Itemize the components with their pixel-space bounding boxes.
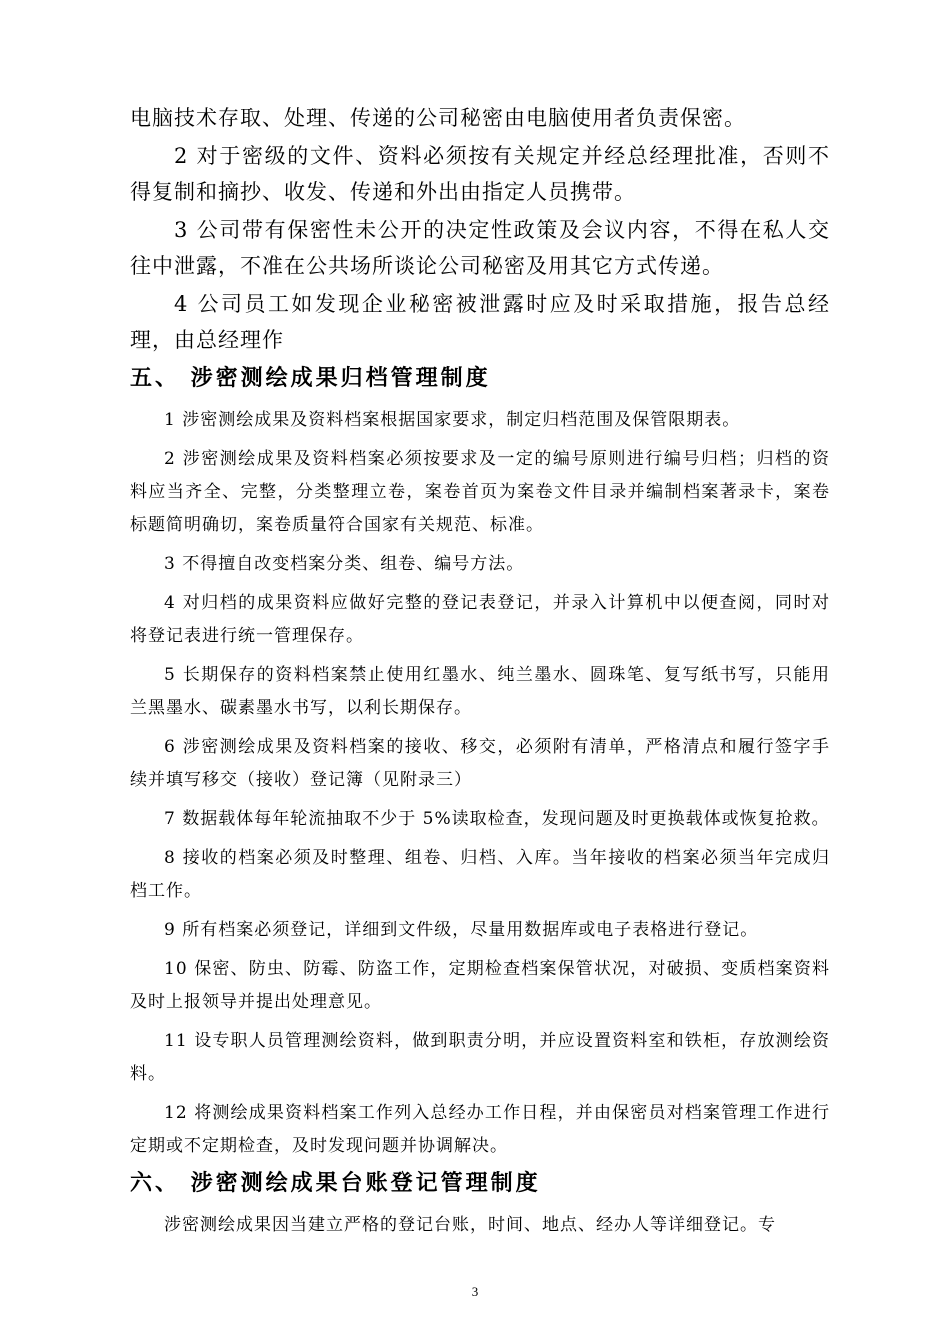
section-five-item-11: 11 设专职人员管理测绘资料，做到职责分明，并应设置资料室和铁柜，存放测绘资料。 (130, 1031, 830, 1084)
section-five-item-7: 7 数据载体每年轮流抽取不少于 5%读取检查，发现问题及时更换载体或恢复抢救。 (164, 809, 830, 829)
section-five-item-2: 2 涉密测绘成果及资料档案必须按要求及一定的编号原则进行编号归档；归档的资料应当齐全、完整，分类整理立卷，案卷首页为案卷文件目录并编制档案著录卡，案卷标题简明确切，案卷质量符合国家有关规范、标准。 (130, 449, 830, 535)
section-five-item-1: 1 涉密测绘成果及资料档案根据国家要求，制定归档范围及保管限期表。 (164, 410, 741, 430)
section-four-item-2: 2 对于密级的文件、资料必须按有关规定并经总经理批准，否则不得复制和摘抄、收发、传递和外出由指定人员携带。 (130, 144, 830, 204)
section-five-item-6: 6 涉密测绘成果及资料档案的接收、移交，必须附有清单，严格清点和履行签字手续并填写移交（接收）登记簿（见附录三） (130, 737, 830, 790)
section-five-heading: 五、 涉密测绘成果归档管理制度 (130, 365, 491, 391)
page-number: 3 (471, 1284, 479, 1299)
section-six-heading: 六、 涉密测绘成果台账登记管理制度 (130, 1170, 541, 1196)
section-five-item-9: 9 所有档案必须登记，详细到文件级，尽量用数据库或电子表格进行登记。 (164, 920, 759, 940)
section-five-item-3: 3 不得擅自改变档案分类、组卷、编号方法。 (164, 554, 525, 574)
continuation-paragraph: 电脑技术存取、处理、传递的公司秘密由电脑使用者负责保密。 (130, 106, 746, 130)
section-five-item-4: 4 对归档的成果资料应做好完整的登记表登记，并录入计算机中以便查阅，同时对将登记表进行统一管理保存。 (130, 593, 830, 646)
section-four-item-4: 4 公司员工如发现企业秘密被泄露时应及时采取措施，报告总经理，由总经理作 (130, 292, 830, 352)
section-four-item-3: 3 公司带有保密性未公开的决定性政策及会议内容，不得在私人交往中泄露，不准在公共场所谈论公司秘密及用其它方式传递。 (130, 218, 830, 278)
section-five-item-8: 8 接收的档案必须及时整理、组卷、归档、入库。当年接收的档案必须当年完成归档工作。 (130, 848, 830, 901)
section-five-item-12: 12 将测绘成果资料档案工作列入总经办工作日程，并由保密员对档案管理工作进行定期或不定期检查，及时发现问题并协调解决。 (130, 1103, 830, 1156)
document-page (130, 100, 830, 1242)
section-five-item-10: 10 保密、防虫、防霉、防盗工作，定期检查档案保管状况，对破损、变质档案资料及时上报领导并提出处理意见。 (130, 959, 830, 1012)
section-five-list (130, 404, 830, 1163)
section-five-item-5: 5 长期保存的资料档案禁止使用红墨水、纯兰墨水、圆珠笔、复写纸书写，只能用兰黑墨水、碳素墨水书写，以利长期保存。 (130, 665, 830, 718)
section-six-intro: 涉密测绘成果因当建立严格的登记台账，时间、地点、经办人等详细登记。专 (164, 1215, 776, 1235)
